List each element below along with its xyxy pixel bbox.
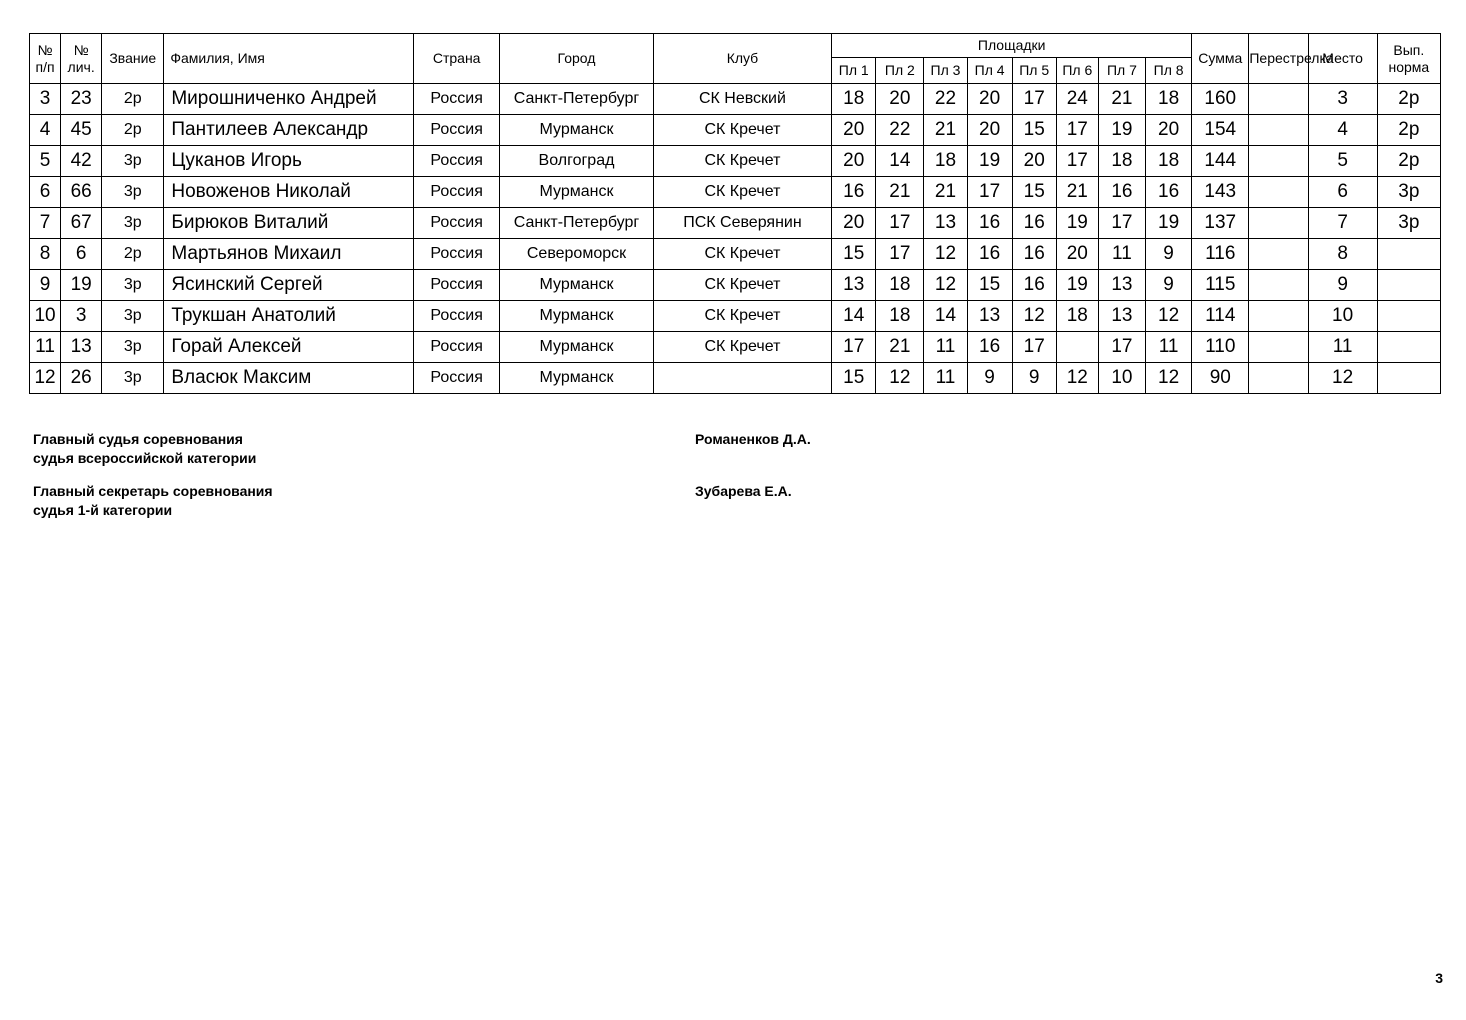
cell-score-ground-3: 22 xyxy=(924,84,967,115)
cell-total: 137 xyxy=(1192,208,1249,239)
cell-country: Россия xyxy=(414,115,500,146)
header-rank: Звание xyxy=(102,34,164,84)
cell-total: 143 xyxy=(1192,177,1249,208)
cell-shootoff xyxy=(1249,239,1308,270)
cell-rank: 2р xyxy=(102,239,164,270)
cell-score-ground-6: 17 xyxy=(1056,146,1098,177)
header-norm: Вып. норма xyxy=(1377,34,1440,84)
cell-score-ground-6: 12 xyxy=(1056,363,1098,394)
cell-score-ground-2: 22 xyxy=(876,115,924,146)
header-bib: № лич. xyxy=(61,34,102,84)
chief-judge-title xyxy=(33,430,256,468)
cell-score-ground-4: 9 xyxy=(967,363,1012,394)
cell-score-ground-1: 17 xyxy=(832,332,876,363)
header-ground-6: Пл 6 xyxy=(1056,58,1098,84)
table-row xyxy=(30,363,1441,394)
cell-club: СК Кречет xyxy=(653,115,831,146)
cell-bib: 23 xyxy=(61,84,102,115)
cell-place: 12 xyxy=(1308,363,1377,394)
cell-score-ground-1: 18 xyxy=(832,84,876,115)
cell-name: Трукшан Анатолий xyxy=(164,301,414,332)
cell-norm xyxy=(1377,239,1440,270)
chief-judge-title-line-1: Главный судья соревнования xyxy=(33,431,243,447)
cell-country: Россия xyxy=(414,332,500,363)
cell-score-ground-3: 21 xyxy=(924,177,967,208)
cell-score-ground-1: 15 xyxy=(832,239,876,270)
cell-city: Мурманск xyxy=(500,115,653,146)
cell-rank: 3р xyxy=(102,363,164,394)
cell-num: 3 xyxy=(30,84,61,115)
table-row xyxy=(30,146,1441,177)
cell-score-ground-4: 13 xyxy=(967,301,1012,332)
cell-score-ground-8: 12 xyxy=(1145,301,1191,332)
cell-score-ground-2: 20 xyxy=(876,84,924,115)
cell-score-ground-6: 19 xyxy=(1056,208,1098,239)
cell-num: 11 xyxy=(30,332,61,363)
cell-num: 4 xyxy=(30,115,61,146)
cell-score-ground-3: 18 xyxy=(924,146,967,177)
cell-norm: 2р xyxy=(1377,146,1440,177)
cell-place: 6 xyxy=(1308,177,1377,208)
cell-country: Россия xyxy=(414,177,500,208)
chief-secretary-title-line-1: Главный секретарь соревнования xyxy=(33,483,273,499)
cell-country: Россия xyxy=(414,270,500,301)
table-row xyxy=(30,270,1441,301)
cell-norm xyxy=(1377,270,1440,301)
cell-score-ground-8: 19 xyxy=(1145,208,1191,239)
cell-score-ground-1: 20 xyxy=(832,146,876,177)
cell-score-ground-6: 18 xyxy=(1056,301,1098,332)
cell-score-ground-8: 11 xyxy=(1145,332,1191,363)
cell-shootoff xyxy=(1249,177,1308,208)
cell-total: 144 xyxy=(1192,146,1249,177)
cell-score-ground-2: 18 xyxy=(876,301,924,332)
cell-rank: 2р xyxy=(102,84,164,115)
cell-name: Мирошниченко Андрей xyxy=(164,84,414,115)
cell-bib: 19 xyxy=(61,270,102,301)
cell-place: 7 xyxy=(1308,208,1377,239)
cell-score-ground-2: 17 xyxy=(876,239,924,270)
cell-bib: 42 xyxy=(61,146,102,177)
chief-judge-name: Романенков Д.А. xyxy=(695,431,811,447)
cell-name: Новоженов Николай xyxy=(164,177,414,208)
cell-score-ground-4: 19 xyxy=(967,146,1012,177)
cell-name: Мартьянов Михаил xyxy=(164,239,414,270)
header-city: Город xyxy=(500,34,653,84)
cell-score-ground-6: 20 xyxy=(1056,239,1098,270)
cell-shootoff xyxy=(1249,270,1308,301)
cell-rank: 2р xyxy=(102,115,164,146)
cell-score-ground-7: 16 xyxy=(1098,177,1145,208)
cell-bib: 66 xyxy=(61,177,102,208)
cell-total: 90 xyxy=(1192,363,1249,394)
cell-rank: 3р xyxy=(102,301,164,332)
cell-score-ground-3: 12 xyxy=(924,270,967,301)
cell-score-ground-7: 18 xyxy=(1098,146,1145,177)
cell-name: Бирюков Виталий xyxy=(164,208,414,239)
header-ground-3: Пл 3 xyxy=(924,58,967,84)
chief-secretary-title-line-2: судья 1-й категории xyxy=(33,502,173,518)
cell-score-ground-1: 13 xyxy=(832,270,876,301)
cell-shootoff xyxy=(1249,363,1308,394)
cell-norm: 2р xyxy=(1377,84,1440,115)
cell-total: 115 xyxy=(1192,270,1249,301)
cell-num: 9 xyxy=(30,270,61,301)
cell-city: Североморск xyxy=(500,239,653,270)
cell-norm xyxy=(1377,301,1440,332)
results-table xyxy=(29,33,1441,394)
cell-score-ground-7: 17 xyxy=(1098,332,1145,363)
cell-bib: 13 xyxy=(61,332,102,363)
header-num: № п/п xyxy=(30,34,61,84)
cell-bib: 45 xyxy=(61,115,102,146)
cell-place: 4 xyxy=(1308,115,1377,146)
cell-place: 11 xyxy=(1308,332,1377,363)
cell-score-ground-4: 16 xyxy=(967,239,1012,270)
cell-score-ground-2: 18 xyxy=(876,270,924,301)
table-body xyxy=(30,84,1441,394)
cell-bib: 26 xyxy=(61,363,102,394)
header-ground-5: Пл 5 xyxy=(1012,58,1056,84)
table-row xyxy=(30,301,1441,332)
cell-num: 10 xyxy=(30,301,61,332)
cell-place: 3 xyxy=(1308,84,1377,115)
cell-club: СК Невский xyxy=(653,84,831,115)
cell-score-ground-1: 16 xyxy=(832,177,876,208)
cell-score-ground-8: 18 xyxy=(1145,146,1191,177)
cell-score-ground-3: 13 xyxy=(924,208,967,239)
header-grounds: Площадки xyxy=(832,34,1192,58)
cell-club: ПСК Северянин xyxy=(653,208,831,239)
cell-score-ground-3: 12 xyxy=(924,239,967,270)
cell-score-ground-3: 14 xyxy=(924,301,967,332)
cell-score-ground-1: 14 xyxy=(832,301,876,332)
cell-score-ground-4: 20 xyxy=(967,115,1012,146)
cell-shootoff xyxy=(1249,115,1308,146)
cell-score-ground-7: 19 xyxy=(1098,115,1145,146)
cell-score-ground-4: 16 xyxy=(967,208,1012,239)
cell-score-ground-3: 11 xyxy=(924,363,967,394)
cell-bib: 67 xyxy=(61,208,102,239)
cell-score-ground-6: 17 xyxy=(1056,115,1098,146)
cell-shootoff xyxy=(1249,301,1308,332)
cell-name: Цуканов Игорь xyxy=(164,146,414,177)
cell-city: Мурманск xyxy=(500,332,653,363)
cell-num: 12 xyxy=(30,363,61,394)
cell-bib: 3 xyxy=(61,301,102,332)
cell-num: 8 xyxy=(30,239,61,270)
header-ground-2: Пл 2 xyxy=(876,58,924,84)
cell-num: 7 xyxy=(30,208,61,239)
cell-score-ground-4: 16 xyxy=(967,332,1012,363)
table-row xyxy=(30,332,1441,363)
header-name: Фамилия, Имя xyxy=(164,34,414,84)
cell-score-ground-5: 16 xyxy=(1012,239,1056,270)
cell-name: Ясинский Сергей xyxy=(164,270,414,301)
header-ground-1: Пл 1 xyxy=(832,58,876,84)
cell-rank: 3р xyxy=(102,270,164,301)
cell-score-ground-7: 13 xyxy=(1098,301,1145,332)
cell-num: 5 xyxy=(30,146,61,177)
cell-score-ground-2: 14 xyxy=(876,146,924,177)
header-ground-4: Пл 4 xyxy=(967,58,1012,84)
header-total: Сумма xyxy=(1192,34,1249,84)
cell-score-ground-3: 21 xyxy=(924,115,967,146)
cell-country: Россия xyxy=(414,363,500,394)
header-ground-7: Пл 7 xyxy=(1098,58,1145,84)
cell-total: 110 xyxy=(1192,332,1249,363)
cell-country: Россия xyxy=(414,301,500,332)
cell-rank: 3р xyxy=(102,208,164,239)
cell-country: Россия xyxy=(414,84,500,115)
header-country: Страна xyxy=(414,34,500,84)
cell-place: 9 xyxy=(1308,270,1377,301)
cell-score-ground-2: 12 xyxy=(876,363,924,394)
cell-score-ground-5: 16 xyxy=(1012,270,1056,301)
cell-norm: 3р xyxy=(1377,208,1440,239)
cell-score-ground-8: 20 xyxy=(1145,115,1191,146)
cell-club: СК Кречет xyxy=(653,177,831,208)
cell-total: 116 xyxy=(1192,239,1249,270)
table-header xyxy=(30,34,1441,84)
cell-place: 10 xyxy=(1308,301,1377,332)
cell-name: Горай Алексей xyxy=(164,332,414,363)
cell-norm: 2р xyxy=(1377,115,1440,146)
cell-country: Россия xyxy=(414,146,500,177)
cell-score-ground-5: 9 xyxy=(1012,363,1056,394)
cell-city: Мурманск xyxy=(500,363,653,394)
cell-score-ground-4: 15 xyxy=(967,270,1012,301)
cell-rank: 3р xyxy=(102,146,164,177)
cell-score-ground-1: 15 xyxy=(832,363,876,394)
cell-country: Россия xyxy=(414,208,500,239)
cell-club: СК Кречет xyxy=(653,270,831,301)
cell-club xyxy=(653,363,831,394)
cell-score-ground-6 xyxy=(1056,332,1098,363)
cell-place: 5 xyxy=(1308,146,1377,177)
cell-score-ground-1: 20 xyxy=(832,115,876,146)
cell-score-ground-8: 9 xyxy=(1145,270,1191,301)
table-row xyxy=(30,177,1441,208)
chief-judge-title-line-2: судья всероссийской категории xyxy=(33,450,257,466)
cell-score-ground-4: 17 xyxy=(967,177,1012,208)
cell-norm xyxy=(1377,363,1440,394)
table-row xyxy=(30,239,1441,270)
cell-score-ground-5: 20 xyxy=(1012,146,1056,177)
cell-score-ground-2: 21 xyxy=(876,177,924,208)
cell-city: Мурманск xyxy=(500,177,653,208)
cell-score-ground-6: 19 xyxy=(1056,270,1098,301)
cell-score-ground-5: 12 xyxy=(1012,301,1056,332)
chief-secretary-name: Зубарева Е.А. xyxy=(695,483,792,499)
cell-club: СК Кречет xyxy=(653,239,831,270)
cell-score-ground-6: 24 xyxy=(1056,84,1098,115)
cell-norm xyxy=(1377,332,1440,363)
chief-secretary-title xyxy=(33,482,273,520)
cell-score-ground-6: 21 xyxy=(1056,177,1098,208)
cell-total: 114 xyxy=(1192,301,1249,332)
cell-score-ground-7: 11 xyxy=(1098,239,1145,270)
page-number: 3 xyxy=(1435,970,1443,986)
cell-score-ground-5: 15 xyxy=(1012,115,1056,146)
cell-total: 154 xyxy=(1192,115,1249,146)
cell-norm: 3р xyxy=(1377,177,1440,208)
cell-num: 6 xyxy=(30,177,61,208)
cell-total: 160 xyxy=(1192,84,1249,115)
cell-score-ground-4: 20 xyxy=(967,84,1012,115)
cell-score-ground-3: 11 xyxy=(924,332,967,363)
cell-city: Санкт-Петербург xyxy=(500,84,653,115)
cell-country: Россия xyxy=(414,239,500,270)
table-row xyxy=(30,208,1441,239)
cell-score-ground-5: 16 xyxy=(1012,208,1056,239)
cell-city: Мурманск xyxy=(500,270,653,301)
cell-score-ground-2: 17 xyxy=(876,208,924,239)
cell-score-ground-7: 13 xyxy=(1098,270,1145,301)
cell-city: Волгоград xyxy=(500,146,653,177)
cell-place: 8 xyxy=(1308,239,1377,270)
cell-city: Мурманск xyxy=(500,301,653,332)
header-place: Место xyxy=(1308,34,1377,84)
cell-shootoff xyxy=(1249,146,1308,177)
table-row xyxy=(30,84,1441,115)
cell-city: Санкт-Петербург xyxy=(500,208,653,239)
cell-name: Власюк Максим xyxy=(164,363,414,394)
cell-shootoff xyxy=(1249,84,1308,115)
cell-score-ground-8: 12 xyxy=(1145,363,1191,394)
cell-score-ground-7: 21 xyxy=(1098,84,1145,115)
cell-name: Пантилеев Александр xyxy=(164,115,414,146)
cell-score-ground-5: 15 xyxy=(1012,177,1056,208)
cell-score-ground-7: 10 xyxy=(1098,363,1145,394)
cell-score-ground-2: 21 xyxy=(876,332,924,363)
table-row xyxy=(30,115,1441,146)
cell-rank: 3р xyxy=(102,332,164,363)
cell-score-ground-8: 9 xyxy=(1145,239,1191,270)
cell-score-ground-5: 17 xyxy=(1012,84,1056,115)
cell-club: СК Кречет xyxy=(653,301,831,332)
header-club: Клуб xyxy=(653,34,831,84)
cell-rank: 3р xyxy=(102,177,164,208)
cell-score-ground-7: 17 xyxy=(1098,208,1145,239)
cell-score-ground-1: 20 xyxy=(832,208,876,239)
cell-shootoff xyxy=(1249,208,1308,239)
cell-club: СК Кречет xyxy=(653,146,831,177)
cell-bib: 6 xyxy=(61,239,102,270)
cell-score-ground-8: 18 xyxy=(1145,84,1191,115)
cell-score-ground-8: 16 xyxy=(1145,177,1191,208)
header-shootoff: Перестрелка xyxy=(1249,34,1308,84)
header-ground-8: Пл 8 xyxy=(1145,58,1191,84)
cell-shootoff xyxy=(1249,332,1308,363)
cell-club: СК Кречет xyxy=(653,332,831,363)
cell-score-ground-5: 17 xyxy=(1012,332,1056,363)
